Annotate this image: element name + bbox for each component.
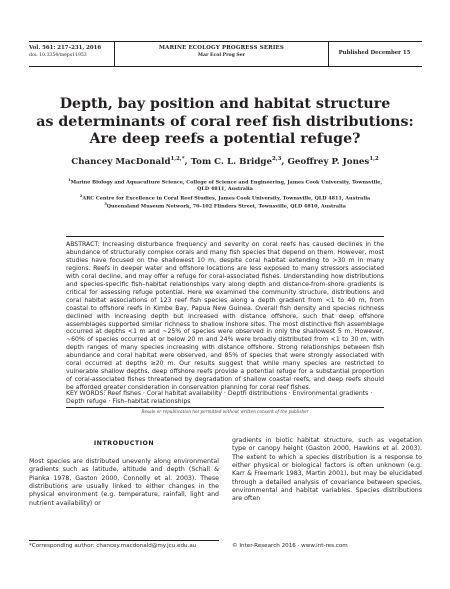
title-line-3: Are deep reefs a potential refuge? <box>89 131 361 148</box>
journal-abbrev: Mar Ecol Prog Ser <box>197 53 246 58</box>
title-line-2: as determinants of coral reef fish distributions: <box>36 113 414 130</box>
author-affil-sup: 2,3 <box>272 156 282 162</box>
affiliation-sup: 1 <box>67 177 71 182</box>
abstract-text: Increasing disturbance frequency and severity on coral reefs has caused declines in the abundance of structurally complex corals and many fish species that depend on them. However, most studies have focused on the shallowest 10 m, despite coral habitat extending to >30 m in many regions. Reefs in deeper water and offshore locations are less exposed to many stressors associated with coral decline, and may offer a refuge for coral-associated fishes. Understanding how distributions and species-specific fish–habitat relationships vary along depth and distance-from-shore gradients is critical for assessing refuge potential. Here we examined the community structure, distributions and coral habitat associations of 123 reef fish species along a depth gradient from <1 to 40 m, from coastal to offshore reefs in Kimbe Bay, Papua New Guinea. Overall fish density and species richness declined with increasing depth but increased with distance offshore, such that deep offshore assemblages supported similar richness to shallow inshore sites. The most distinctive fish assemblage occurred at depths <1 m and ~25% of species were observed in only the shallowest 5 m. However, ~60% of species occurred at or below 20 m and 24% were broadly distributed from <1 to 30 m, with depth ranges of many species increasing with distance offshore. Strong relationships between fish abundance and coral habitat were observed, and 85% of species that were strongly associated with coral occurred at depths ≥20 m. Our results suggest that while many species are restricted to vulnerable shallow depths, deep offshore reefs provide a potential refuge for a substantial proportion of coral-associated fishes threatened by degradation of shallow coastal reefs, and deep reefs should be afforded greater consideration in conservation planning for coral reef fishes. <box>66 241 385 392</box>
affiliation-text: Queensland Museum Network, 70–102 Flinders Street, Townsville, QLD 4810, Australia <box>106 203 346 210</box>
keywords-text: Reef fishes · Coral habitat availability · Depth distributions · Environmental gradients · Depth refuge · Fish–habitat relationships <box>66 390 373 405</box>
author-name: Chancey MacDonald <box>71 156 171 167</box>
header-date-cell <box>327 42 422 66</box>
copyright: © Inter-Research 2016 · www.int-res.com <box>232 543 348 549</box>
header-volume-cell <box>29 42 114 66</box>
body-right-column: gradients in biotic habitat structure, such as vegetation type or canopy height (Gaston 2000, Hawkins et al. 2003). The extent to which a species distribution is a response to either physical or biological factors is often unknown (e.g. Karr & Freemark 1983, Martin 2001), but may be elucidated through a detailed analysis of covariance between species, environmental and habitat variables. Species distributions are often <box>232 437 422 503</box>
volume-info: Vol. 561: 217–231, 2016 <box>29 45 102 51</box>
footnote-rule <box>29 540 219 541</box>
header-journal-cell <box>114 42 329 66</box>
abstract-label: ABSTRACT: <box>66 241 100 248</box>
resale-notice: Resale or republication not permitted without written consent of the publisher <box>141 409 309 414</box>
affiliation-text-cont: QLD 4811, Australia <box>197 185 253 192</box>
abstract-bottom-rule <box>66 407 384 408</box>
author-affil-sup: 1,2 <box>369 156 379 162</box>
affiliation-text: Marine Biology and Aquaculture Science, College of Science and Engineering, James Cook University, Townsville, <box>70 179 383 186</box>
corresponding-author: *Corresponding author: chancey.macdonald@my.jcu.edu.au <box>29 543 197 549</box>
author-list <box>20 156 430 167</box>
affiliation-sup: 2 <box>79 193 83 198</box>
corresponding-star: * <box>181 156 185 162</box>
published-date: Published December 15 <box>338 50 411 56</box>
journal-header <box>29 41 422 67</box>
keywords <box>66 390 384 406</box>
journal-name: MARINE ECOLOGY PROGRESS SERIES <box>159 45 284 51</box>
abstract <box>66 241 384 392</box>
author-separator: , <box>281 156 288 167</box>
section-heading: INTRODUCTION <box>93 440 155 447</box>
abstract-top-rule <box>66 236 384 237</box>
affiliation-text: ARC Centre for Excellence in Coral Reef Studies, James Cook University, Townsville, QLD 4811, Australia <box>82 195 371 202</box>
affiliation-1 <box>20 177 430 192</box>
keywords-label: KEY WORDS: <box>66 390 106 397</box>
body-left-column: Most species are distributed unevenly along environmental gradients such as latitude, altitude and depth (Schall & Pianka 1978, Gaston 2000, Connolly et al. 2003). These distributions are usually linked to either changes in the physical environment (e.g. temperature, rainfall, light and nutrient availability) or <box>29 458 219 507</box>
title-line-1: Depth, bay position and habitat structure <box>59 96 391 112</box>
affiliation-sup: 3 <box>104 201 107 206</box>
author-name: Tom C. L. Bridge <box>190 156 273 167</box>
author-affil-sup: 1,2, <box>170 156 182 162</box>
doi: doi: 10.3354/meps11953 <box>29 53 87 58</box>
paper-title <box>20 96 430 149</box>
author-name: Geoffrey P. Jones <box>287 156 370 167</box>
affiliation-3 <box>20 201 430 210</box>
author-separator: , <box>184 156 191 167</box>
